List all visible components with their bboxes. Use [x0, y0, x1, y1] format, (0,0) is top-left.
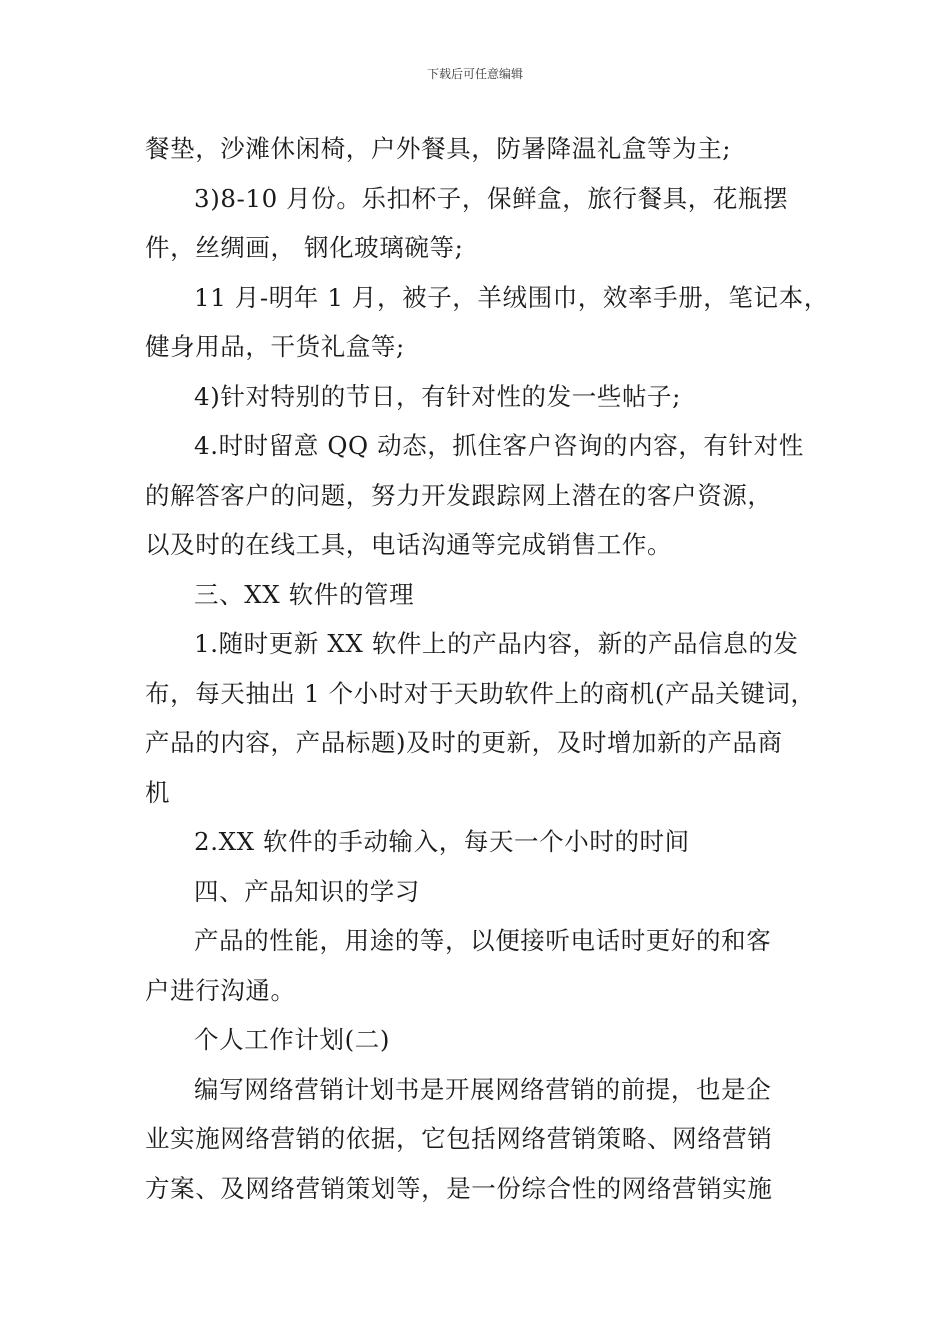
paragraph [145, 174, 820, 273]
text-line: 以及时的在线工具，电话沟通等完成销售工作。 [145, 530, 673, 559]
text-line: 户进行沟通。 [145, 975, 296, 1005]
paragraph [145, 372, 820, 422]
text-line: 产品的性能，用途的等，以便接听电话时更好的和客 [194, 926, 772, 955]
text-line: 个人工作计划(二) [194, 1025, 391, 1054]
paragraph [145, 570, 820, 620]
text-line: 的解答客户的问题，努力开发跟踪网上潜在的客户资源， [145, 480, 773, 510]
paragraph [145, 1015, 820, 1065]
text-line: 三、XX 软件的管理 [194, 579, 415, 609]
document-body [145, 124, 829, 1213]
text-line: 产品的内容，产品标题)及时的更新，及时增加新的产品商 [145, 728, 783, 757]
text-line: 编写网络营销计划书是开展网络营销的前提，也是企 [194, 1074, 772, 1104]
text-line: 业实施网络营销的依据，它包括网络营销策略、网络营销 [145, 1124, 773, 1153]
text-line: 健身用品，干货礼盒等; [145, 332, 405, 361]
text-line: 2.XX 软件的手动输入，每天一个小时的时间 [194, 827, 690, 856]
text-line: 3)8-10 月份。乐扣杯子，保鲜盒，旅行餐具，花瓶摆 [194, 183, 789, 213]
text-line: 11 月-明年 1 月，被子，羊绒围巾，效率手册，笔记本， [194, 282, 829, 312]
text-line: 餐垫，沙滩休闲椅，户外餐具，防暑降温礼盒等为主; [145, 134, 732, 163]
paragraph [145, 1065, 820, 1214]
text-line: 1.随时更新 XX 软件上的产品内容，新的产品信息的发 [194, 629, 799, 658]
text-line: 4)针对特别的节日，有针对性的发一些帖子; [194, 381, 681, 411]
paragraph [145, 124, 820, 174]
text-line: 布，每天抽出 1 个小时对于天助软件上的商机(产品关键词， [145, 678, 816, 708]
paragraph [145, 273, 829, 372]
paragraph [145, 867, 820, 917]
paragraph [145, 619, 820, 817]
text-line: 方案、及网络营销策划等，是一份综合性的网络营销实施 [145, 1173, 773, 1203]
paragraph [145, 421, 820, 570]
text-line: 四、产品知识的学习 [194, 876, 420, 906]
text-line: 4.时时留意 QQ 动态，抓住客户咨询的内容，有针对性 [194, 431, 804, 460]
text-line: 机 [145, 777, 171, 807]
page-header: 下载后可任意编辑 [426, 67, 523, 81]
paragraph [145, 817, 820, 867]
text-line: 件，丝绸画， 钢化玻璃碗等; [145, 233, 464, 262]
paragraph [145, 916, 820, 1015]
